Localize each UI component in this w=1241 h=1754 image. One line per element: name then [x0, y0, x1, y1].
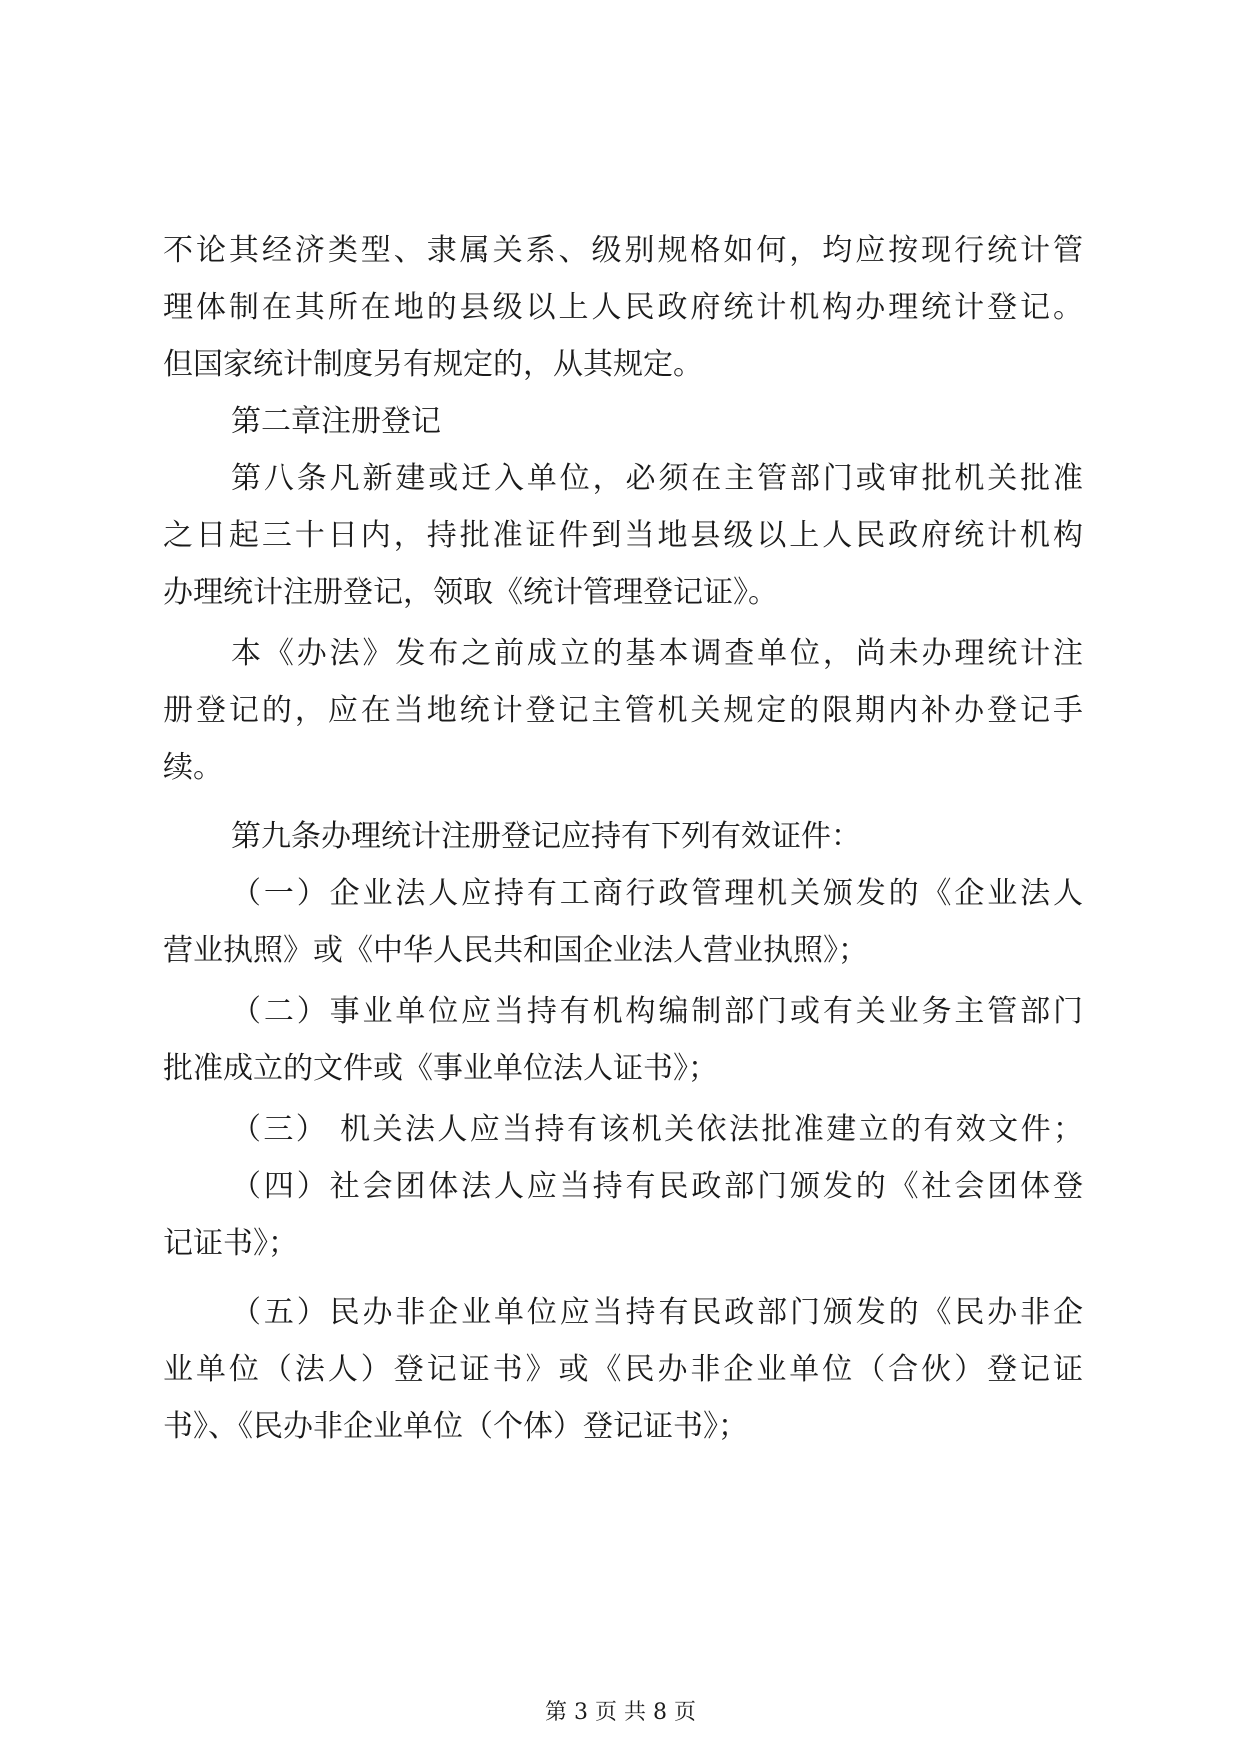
paragraph-line: （四）社会团体法人应当持有民政部门颁发的《社会团体登	[231, 1169, 1083, 1204]
document-body	[163, 222, 1083, 1455]
page-number-footer: 第 3 页 共 8 页	[545, 1700, 696, 1725]
paragraph-line: 办理统计注册登记，领取《统计管理登记证》。	[163, 575, 778, 610]
paragraph-line: （三） 机关法人应当持有该机关依法批准建立的有效文件；	[231, 1112, 1083, 1147]
paragraph-line: 书》、《民办非企业单位（个体）登记证书》；	[163, 1409, 748, 1444]
paragraph-line: 但国家统计制度另有规定的，从其规定。	[163, 347, 703, 382]
paragraph-line: 理体制在其所在地的县级以上人民政府统计机构办理统计登记。	[163, 290, 1083, 325]
paragraph-line: （五）民办非企业单位应当持有民政部门颁发的《民办非企	[231, 1295, 1083, 1330]
paragraph-line: 续。	[163, 750, 223, 785]
paragraph-line: （一）企业法人应持有工商行政管理机关颁发的《企业法人	[231, 876, 1083, 911]
paragraph-line: 本《办法》发布之前成立的基本调查单位，尚未办理统计注	[231, 636, 1083, 671]
paragraph-line: 之日起三十日内，持批准证件到当地县级以上人民政府统计机构	[163, 518, 1083, 553]
paragraph-line: 第九条办理统计注册登记应持有下列有效证件：	[231, 819, 861, 854]
chapter-heading: 第二章注册登记	[231, 404, 441, 439]
paragraph-line: 批准成立的文件或《事业单位法人证书》；	[163, 1051, 718, 1086]
paragraph-line: 营业执照》或《中华人民共和国企业法人营业执照》；	[163, 933, 868, 968]
paragraph-line: 不论其经济类型、隶属关系、级别规格如何，均应按现行统计管	[163, 233, 1083, 268]
paragraph-line: 记证书》；	[163, 1226, 298, 1261]
paragraph-line: 第八条凡新建或迁入单位，必须在主管部门或审批机关批准	[231, 461, 1083, 496]
paragraph-line: 册登记的，应在当地统计登记主管机关规定的限期内补办登记手	[163, 693, 1083, 728]
paragraph-line: 业单位（法人）登记证书》或《民办非企业单位（合伙）登记证	[163, 1352, 1083, 1387]
paragraph-line: （二）事业单位应当持有机构编制部门或有关业务主管部门	[231, 994, 1083, 1029]
